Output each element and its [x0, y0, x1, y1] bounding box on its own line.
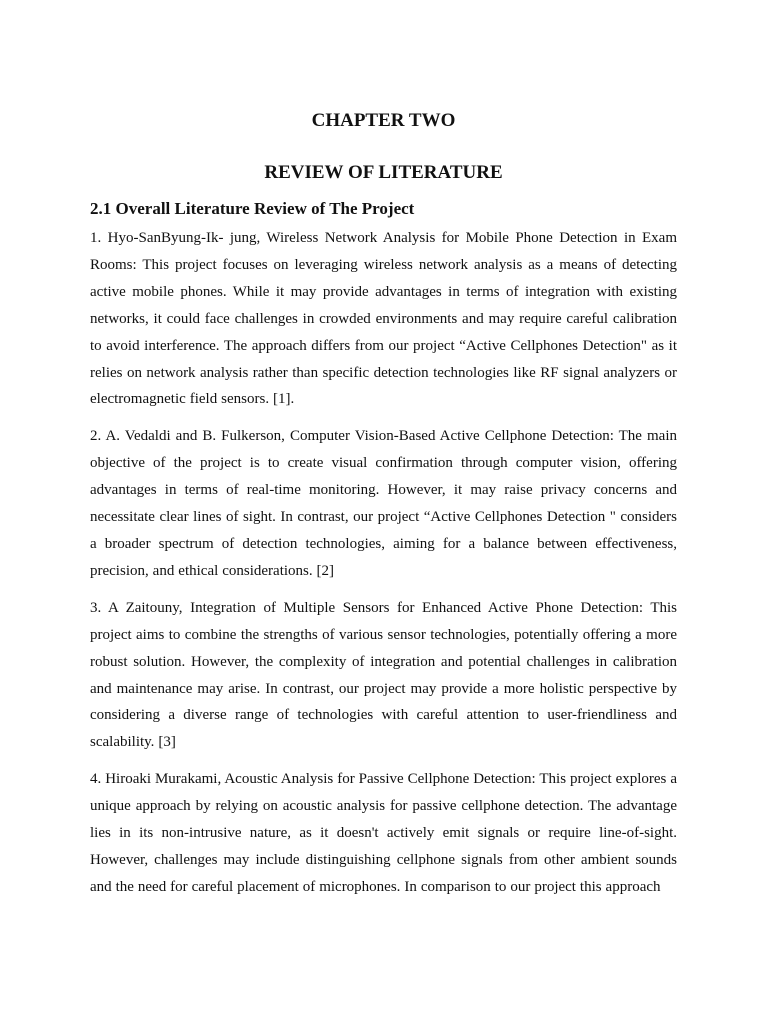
paragraph-2: 2. A. Vedaldi and B. Fulkerson, Computer Vision-Based Active Cellphone Detection: The main objective of the project is to create visual confirmation through computer vision, offering advantages in terms of real-time monitoring. However, it may raise privacy concerns and necessitate clear lines of sight. In contrast, our project “Active Cellphones Detection " considers a broader spectrum of detection technologies, aiming for a balance between effectiveness, precision, and ethical considerations. [2] [90, 428, 677, 579]
body-text [90, 225, 677, 911]
document-page [90, 0, 677, 1024]
paragraph-4: 4. Hiroaki Murakami, Acoustic Analysis for Passive Cellphone Detection: This project explores a unique approach by relying on acoustic analysis for passive cellphone detection. The advantage lies in its non-intrusive nature, as it doesn't actively emit signals or require line-of-sight. However, challenges may include distinguishing cellphone signals from other ambient sounds and the need for careful placement of microphones. In comparison to our project this approach [90, 771, 678, 895]
paragraph-1: 1. Hyo-SanByung-Ik- jung, Wireless Network Analysis for Mobile Phone Detection in Exam Rooms: This project focuses on leveraging wireless network analysis as a means of detecting active mobile phones. While it may provide advantages in terms of integration with existing networks, it could face challenges in crowded environments and may require careful calibration to avoid interference. The approach differs from our project “Active Cellphones Detection" as it relies on network analysis rather than specific detection technologies like RF signal analyzers or electromagnetic field sensors. [1]. [90, 230, 677, 408]
paragraph-3: 3. A Zaitouny, Integration of Multiple Sensors for Enhanced Active Phone Detection: This project aims to combine the strengths of various sensor technologies, potentially offering a more robust solution. However, the complexity of integration and potential challenges in calibration and maintenance may arise. In contrast, our project may provide a more holistic perspective by considering a diverse range of technologies with careful attention to user-friendliness and scalability. [3] [90, 599, 677, 751]
chapter-title: CHAPTER TWO [311, 110, 456, 131]
chapter-subtitle: REVIEW OF LITERATURE [264, 162, 503, 183]
section-heading: 2.1 Overall Literature Review of The Project [90, 199, 415, 218]
